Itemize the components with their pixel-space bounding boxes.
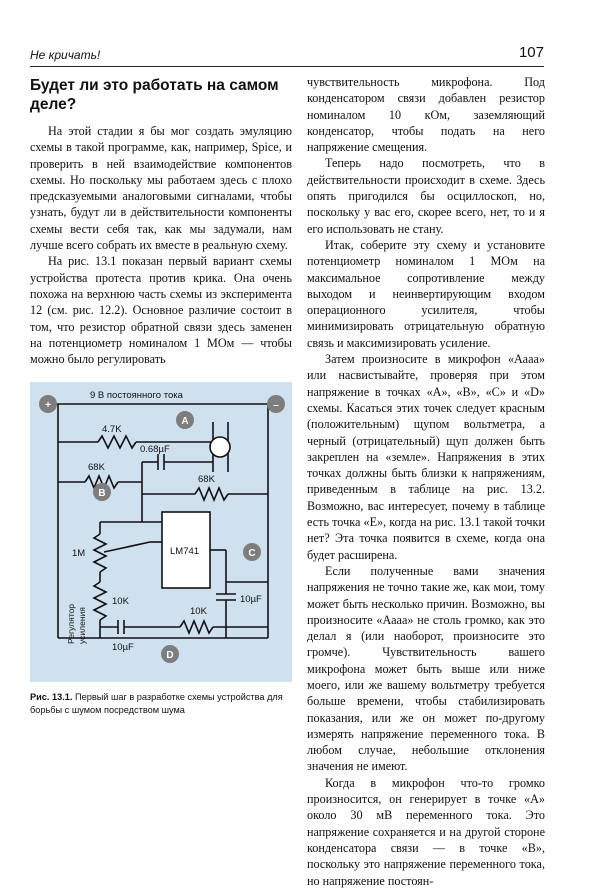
section-heading: Будет ли это работать на самом деле?: [30, 77, 279, 113]
paragraph: На рис. 13.1 показан первый вариант схемы устройства протеста против крика. Она очень похожа на верхнюю часть схемы из эксперимента 12 (см. рис. 12.2). Основное различие состоит в том, что резистор обратной связи здесь заменен на потенциометр номиналом 1 МОм — чтобы можно было регулировать: [30, 254, 292, 367]
label-cap-bottom: 10µF: [112, 642, 134, 653]
caption-label: Рис. 13.1.: [30, 692, 73, 702]
microphone-icon: [210, 437, 230, 457]
paragraph: Теперь надо посмотреть, что в действительности происходит в схеме. Здесь опять пригодился бы осциллоскоп, но, поскольку у вас его, скорее всего, нет, то и я его использовать не стану.: [307, 156, 545, 236]
paragraph: Если полученные вами значения напряжения не точно такие же, как мои, тому может быть несколько причин. Возможно, вы произносите «Аааа» не столь громко, как это делал я (или наоборот, произносите это громче). Чувствительность вашего микрофона может быть выше или ниже моего, или же вашему вольтметру требуется больше времени, чтобы стабилизировать показания, или же он может по-другому измерять напряжение переменного тока. В любом случае, небольшие отклонения значения не имеют.: [307, 563, 545, 774]
point-d: D: [166, 650, 174, 661]
page-header: [30, 44, 544, 70]
left-column: [30, 76, 292, 367]
caption-text: Первый шаг в разработке схемы устройства для борьбы с шумом посредством шума: [30, 692, 283, 715]
point-c: C: [248, 548, 256, 559]
circuit-figure: [30, 382, 292, 682]
page-number: 107: [518, 44, 544, 61]
plus-symbol: +: [45, 400, 51, 411]
section-title: Не кричать!: [30, 48, 101, 62]
resistor-68k-feedback: [195, 488, 228, 500]
paragraph: На этой стадии я бы мог создать эмуляцию схемы в такой программе, как, например, Spice, и проверить в ней взаимодействие компонентов схемы. Но поскольку мы работаем здесь с плохо предсказуемыми аналоговыми сигналами, чтобы узнать, будут ли в действительности компоненты схемы вести себя так, как мы задумали, нам лучше всего собрать их вместе в реальную схему.: [30, 124, 292, 253]
supply-label: 9 В постоянного тока: [90, 390, 183, 401]
label-cap-coupling: 0.68µF: [140, 444, 170, 455]
label-r-mid: 10K: [112, 596, 129, 607]
figure-caption: [30, 691, 292, 716]
resistor-10k-mid: [94, 582, 106, 620]
minus-symbol: –: [273, 400, 279, 411]
potentiometer-1m: [94, 534, 106, 572]
point-b: B: [98, 488, 106, 499]
paragraph: Затем произносите в микрофон «Аааа» или насвистывайте, проверяя при этом напряжение в точках «А», «В», «С» и «D» схемы. Касаться этих точек следует красным (положительным) щупом вольтметра, а черный (отрицательный) щуп должен быть закреплен на «земле». Напряжения в этих точках должны быть близки к напряжениям, приведенным в таблице на рис. 13.2. Возможно, вас интересует, почему в таблице есть точка «Е», когда на рис. 13.1 такой точки нет? Эта точка появится в схеме, когда она будет расширена.: [307, 352, 545, 562]
gain-label-2: усиления: [77, 607, 87, 644]
gain-label-1: Регулятор: [66, 603, 76, 644]
resistor-10k-bottom: [180, 621, 213, 633]
circuit-diagram: [30, 382, 292, 682]
label-cap-right: 10µF: [240, 594, 262, 605]
label-r-bottom: 10K: [190, 606, 207, 617]
label-r-left: 68K: [88, 462, 105, 473]
point-a: A: [181, 416, 189, 427]
paragraph: Когда в микрофон что-то громко произносится, он генерирует в точке «А» около 30 мВ переменного тока. Это напряжение сохраняется и на другой стороне конденсатора связи — в точке «В», поскольку это напряжение переменного тока, но напряжение постоян-: [307, 775, 545, 888]
label-opamp: LM741: [170, 546, 200, 557]
label-r-top: 4.7K: [102, 424, 122, 435]
right-column: [307, 74, 545, 889]
resistor-4-7k: [98, 436, 136, 448]
paragraph: чувствительность микрофона. Под конденсатором связи добавлен резистор номиналом 10 кОм, заземляющий конденсатор, чтобы подать на него напряжение смещения.: [307, 75, 545, 155]
paragraph: Итак, соберите эту схему и установите потенциометр номиналом 1 МОм на максимальное сопротивление между выходом и неинвертирующим входом операционного усилителя, чтобы минимизировать отрицательную обратную связь и максимизировать усиление.: [307, 237, 545, 350]
label-r-feedback: 68K: [198, 474, 215, 485]
label-pot: 1M: [72, 548, 86, 559]
header-rule: [30, 66, 544, 67]
